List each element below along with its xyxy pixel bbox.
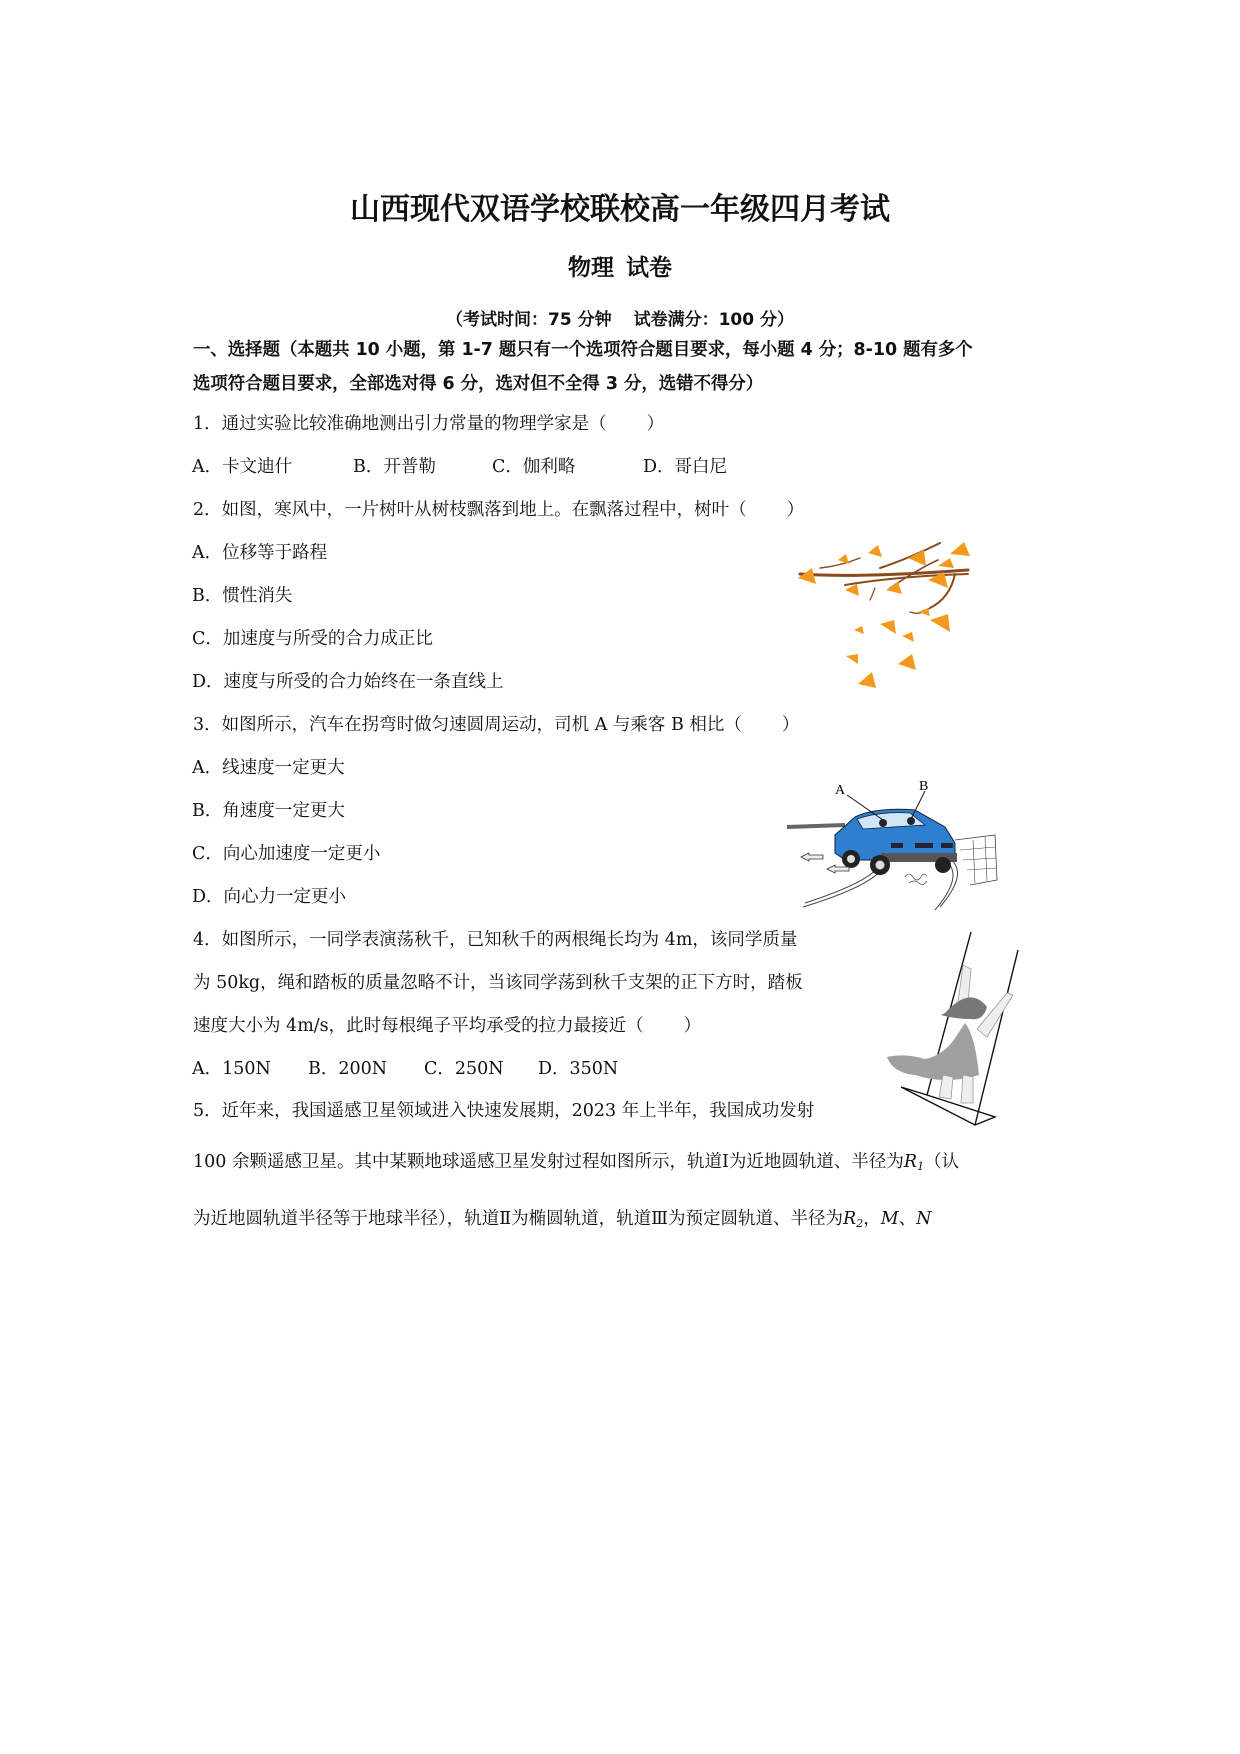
section-heading-line-1: 一、选择题（本题共 10 小题，第 1-7 题只有一个选项符合题目要求，每小题 4 分；8-10 题有多个 xyxy=(193,340,973,360)
comma: ， xyxy=(863,1209,881,1229)
question-4-stem-line-3 xyxy=(193,1014,701,1038)
swing-ropes-icon xyxy=(901,932,1018,1125)
question-5-text: 为近地圆轨道半径等于地球半径），轨道Ⅱ为椭圆轨道，轨道Ⅲ为预定圆轨道、半径为 xyxy=(193,1209,844,1229)
question-4-option-d: D．350N xyxy=(538,1059,619,1079)
exam-info xyxy=(0,308,1240,332)
answer-paren-close: ） xyxy=(646,414,665,434)
question-1-text: 1．通过实验比较准确地测出引力常量的物理学家是（ xyxy=(193,414,607,434)
exam-subtitle xyxy=(0,252,1240,284)
question-5-stem-line-2 xyxy=(193,1150,959,1179)
question-3-option-c: C．向心加速度一定更小 xyxy=(192,844,381,864)
radius-r1 xyxy=(904,1152,924,1172)
section-heading-line-2: 选项符合题目要求，全部选对得 6 分，选对但不全得 3 分，选错不得分） xyxy=(193,374,764,394)
question-2-option-a: A．位移等于路程 xyxy=(192,543,328,563)
exam-title: 山西现代双语学校联校高一年级四月考试 xyxy=(350,192,890,227)
swing-figure xyxy=(875,925,1025,1135)
answer-paren-close: ） xyxy=(683,1016,702,1036)
answer-paren-close: ） xyxy=(781,715,800,735)
question-1-option-a: A．卡文迪什 xyxy=(192,457,293,477)
question-3-option-b: B．角速度一定更大 xyxy=(192,801,345,821)
falling-leaves-figure xyxy=(790,538,970,698)
r2-subscript: 2 xyxy=(856,1217,864,1230)
question-5-stem-line-3 xyxy=(193,1207,931,1236)
question-4-text: 速度大小为 4m/s，此时每根绳子平均承受的拉力最接近（ xyxy=(193,1016,644,1036)
question-1-option-c: C．伽利略 xyxy=(492,457,576,477)
question-4-stem-line-2: 为 50kg，绳和踏板的质量忽略不计，当该同学荡到秋千支架的正下方时，踏板 xyxy=(193,973,803,993)
point-m: M xyxy=(880,1209,899,1229)
paper-label: 试卷 xyxy=(626,255,672,281)
ginkgo-leaf-icon xyxy=(798,542,970,688)
tire-smoke-icon xyxy=(905,874,927,885)
question-4-option-b: B．200N xyxy=(308,1059,388,1079)
question-2-option-b: B．惯性消失 xyxy=(192,586,293,606)
car-icon xyxy=(835,809,957,875)
full-score: 试卷满分：100 分） xyxy=(633,310,794,330)
question-3-option-d: D．向心力一定更小 xyxy=(192,887,347,907)
girl-icon xyxy=(887,965,1013,1103)
question-1-option-b: B．开普勒 xyxy=(353,457,436,477)
question-3-text: 3．如图所示，汽车在拐弯时做匀速圆周运动，司机 A 与乘客 B 相比（ xyxy=(193,715,742,735)
car-turning-figure xyxy=(785,765,1000,915)
question-2-stem xyxy=(193,498,804,522)
question-4-option-a: A．150N xyxy=(192,1059,271,1079)
question-4-stem-line-1: 4．如图所示，一同学表演荡秋千，已知秋千的两根绳长均为 4m，该同学质量 xyxy=(193,930,798,950)
exam-time: （考试时间：75 分钟 xyxy=(446,310,612,330)
question-2-text: 2．如图，寒风中，一片树叶从树枝飘落到地上。在飘落过程中，树叶（ xyxy=(193,500,747,520)
r2-symbol: R xyxy=(843,1209,857,1229)
r1-symbol: R xyxy=(903,1152,918,1172)
question-5-text: 100 余颗遥感卫星。其中某颗地球遥感卫星发射过程如图所示，轨道Ⅰ为近地圆轨道、半径为 xyxy=(193,1152,904,1172)
question-5-text-continued: （认 xyxy=(924,1152,960,1172)
question-1-option-d: D．哥白尼 xyxy=(643,457,728,477)
question-3-stem xyxy=(193,713,799,737)
question-1-stem xyxy=(193,412,664,436)
question-2-option-c: C．加速度与所受的合力成正比 xyxy=(192,629,433,649)
r1-subscript: 1 xyxy=(917,1160,925,1173)
label-a: A xyxy=(835,783,846,798)
question-2-option-d: D．速度与所受的合力始终在一条直线上 xyxy=(192,672,504,692)
question-4-option-c: C．250N xyxy=(424,1059,504,1079)
separator: 、 xyxy=(898,1209,917,1229)
radius-r2 xyxy=(843,1209,863,1229)
label-b: B xyxy=(919,779,929,794)
question-3-option-a: A．线速度一定更大 xyxy=(192,758,345,778)
subject-label: 物理 xyxy=(568,255,614,281)
point-n: N xyxy=(916,1209,932,1229)
answer-paren-close: ） xyxy=(786,500,805,520)
question-5-stem-line-1: 5．近年来，我国遥感卫星领域进入快速发展期，2023 年上半年，我国成功发射 xyxy=(193,1101,815,1121)
